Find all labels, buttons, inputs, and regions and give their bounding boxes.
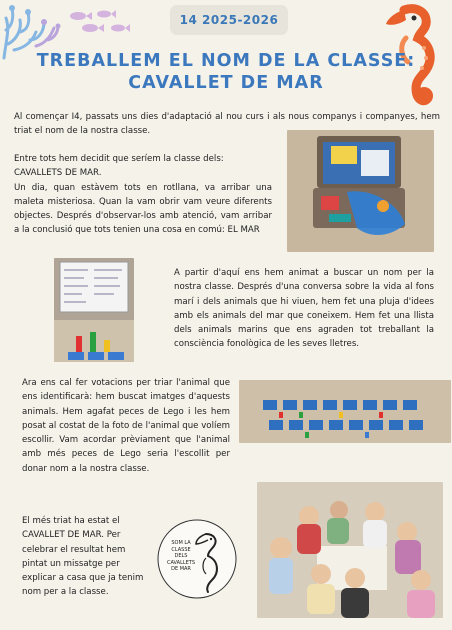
decision-line-1: Entre tots hem decidit que seríem la classe dels: xyxy=(14,154,224,164)
title-line-2: CAVALLET DE MAR xyxy=(128,73,324,93)
class-name-stamp xyxy=(156,518,238,600)
fish-icon xyxy=(66,6,136,38)
year-badge: 14 2025-2026 xyxy=(170,5,288,35)
children-painting-photo xyxy=(257,482,443,618)
page-title xyxy=(30,50,422,94)
lego-voting-photo xyxy=(239,380,451,443)
voting-paragraph: Ara ens cal fer votacions per triar l'animal que ens identificarà: hem buscat imatges d'aquests animals. Hem agafat peces de Lego i les hem posat al costat de la foto de l'animal que volíem escollir. Vam acordar prèviament que l'animal amb més peces de Lego seria l'escollit per donar nom a la nostra classe. xyxy=(22,378,230,474)
title-line-1: TREBALLEM EL NOM DE LA CLASSE: xyxy=(36,51,416,71)
decision-block xyxy=(14,152,272,238)
stamp-text: SOM LA CLASSE DELS CAVALLETS DE MAR xyxy=(166,540,196,572)
suitcase-photo xyxy=(287,130,434,252)
whiteboard-photo xyxy=(54,258,134,362)
marine-life-paragraph: A partir d'aquí ens hem animat a buscar un nom per la nostra classe. Després d'una conversa sobre la vida al fons marí i dels animals que hi viuen, hem fet una pluja d'idees amb els animals del mar que coneixem. Hem fet una llista dels animals marins que ens agraden tot treballant la consciència fonològica de les seves lletres. xyxy=(174,268,434,350)
suitcase-story: Un dia, quan estàvem tots en rotllana, va arribar una maleta misteriosa. Quan la vam obrir vam veure diferents objectes. Després d'observar-los amb atenció, vam arribar a la conclusió que tots tenien una cosa en comú: EL MAR xyxy=(14,182,272,236)
result-paragraph: El més triat ha estat el CAVALLET DE MAR. Per celebrar el resultat hem pintat un missatge per explicar a casa que ja tenim nom per a la classe. xyxy=(22,516,144,598)
intro-paragraph: Al començar I4, passats uns dies d'adaptació al nou curs i als nous companys i companyes, hem triat el nom de la nostra classe. xyxy=(14,112,440,137)
decision-line-2: CAVALLETS DE MAR. xyxy=(14,168,102,179)
